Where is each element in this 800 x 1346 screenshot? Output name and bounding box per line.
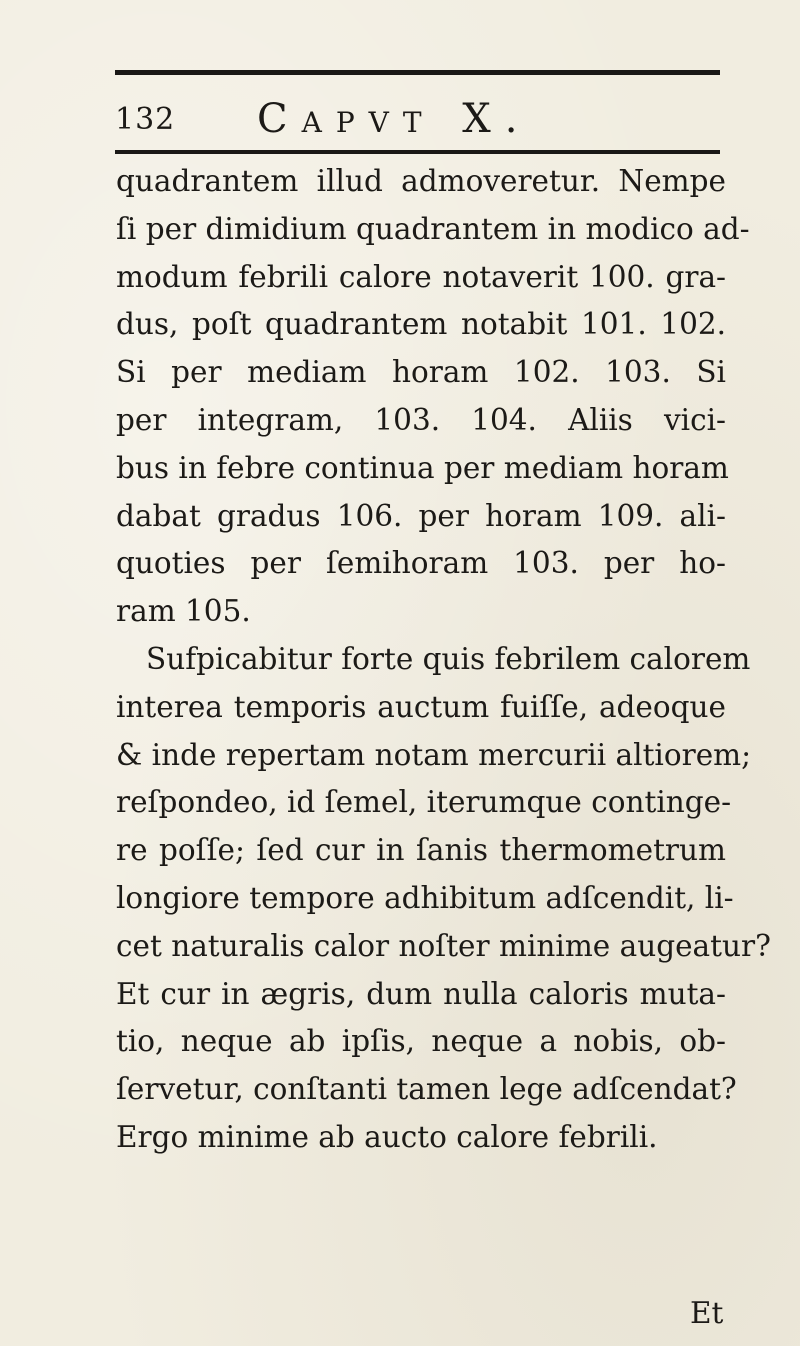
catchword: Et <box>690 1296 724 1330</box>
text-line: dabat gradus 106. per horam 109. ali- <box>116 498 726 533</box>
running-head <box>115 96 720 146</box>
text-line: Et cur in ægris, dum nulla caloris muta- <box>116 976 726 1011</box>
page-number: 132 <box>115 102 176 137</box>
header-rule-bottom <box>115 150 720 154</box>
text-line-paragraph-start: Sufpicabitur forte quis febrilem calorem <box>146 641 751 676</box>
text-line: cet naturalis calor noſter minime augeatur? <box>116 928 771 963</box>
text-line: re poſſe; ſed cur in ſanis thermometrum <box>116 833 726 868</box>
body-text <box>116 158 771 1162</box>
text-line: interea temporis auctum fuiſſe, adeoque <box>116 689 726 724</box>
text-line: modum febrili calore notaverit 100. gra- <box>116 259 726 294</box>
text-line: & inde repertam notam mercurii altiorem; <box>116 737 752 772</box>
text-line: dus, poſt quadrantem notabit 101. 102. <box>116 307 726 342</box>
text-line: Si per mediam horam 102. 103. Si <box>116 355 726 390</box>
text-line: ſi per dimidium quadrantem in modico ad- <box>116 211 750 246</box>
chapter-title: Capvt X. <box>257 96 532 142</box>
text-line: ſervetur, conſtanti tamen lege adſcendat? <box>116 1072 737 1107</box>
text-line: quoties per ſemihoram 103. per ho- <box>116 546 726 581</box>
text-line: per integram, 103. 104. Aliis vici- <box>116 402 726 437</box>
text-line: tio, neque ab ipſis, neque a nobis, ob- <box>116 1024 726 1059</box>
header-rule-top <box>115 70 720 75</box>
text-line-paragraph-end: ram 105. <box>116 594 251 629</box>
text-line: quadrantem illud admoveretur. Nempe <box>116 164 726 198</box>
text-line-paragraph-end: Ergo minime ab aucto calore febrili. <box>116 1119 658 1154</box>
text-line: bus in febre continua per mediam horam <box>116 450 729 485</box>
text-line: reſpondeo, id ſemel, iterumque continge- <box>116 785 732 820</box>
text-line: longiore tempore adhibitum adſcendit, li- <box>116 880 734 915</box>
